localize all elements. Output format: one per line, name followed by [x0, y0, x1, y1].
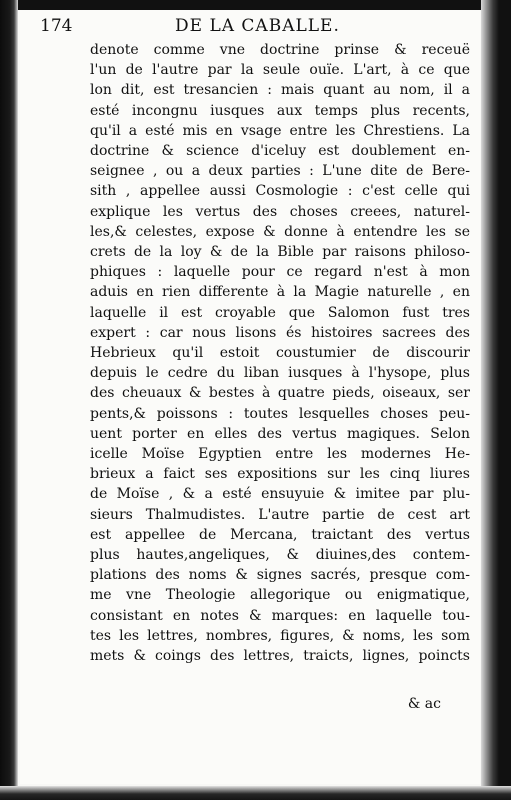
text-line: de Moïse , & a esté ensuyuie & imitee par plu-: [90, 486, 470, 503]
catchword: & ac: [407, 696, 441, 712]
text-line: tes les lettres, nombres, figures, & noms, les som: [90, 627, 470, 644]
text-line: esté incongnu iusques aux temps plus recents,: [90, 102, 470, 119]
text-line: doctrine & science d'iceluy est doublement en-: [90, 143, 470, 160]
text-line: phiques : laquelle pour ce regard n'est à mon: [90, 264, 470, 281]
text-line: uent porter en elles des vertus magiques. Selon: [90, 425, 470, 442]
text-line: plus hautes,angeliques, & diuines,des contem-: [90, 547, 470, 564]
text-line: crets de la loy & de la Bible par raisons philoso-: [90, 244, 470, 261]
text-line: qu'il a esté mis en vsage entre les Chrestiens. La: [90, 122, 470, 139]
scan-border-bottom: [0, 786, 511, 800]
text-line: icelle Moïse Egyptien entre les modernes He-: [90, 446, 470, 463]
page-header: [40, 12, 460, 42]
text-line: aduis en rien differente à la Magie naturelle , en: [90, 284, 470, 301]
text-line: denote comme vne doctrine prinse & receuë: [90, 42, 470, 58]
text-line: explique les vertus des choses creees, naturel-: [90, 203, 470, 220]
text-line: mets & coings des lettres, traicts, lignes, poincts: [90, 648, 470, 665]
scan-border-left: [0, 0, 18, 800]
page-number: 174: [40, 16, 73, 36]
body-text: [90, 40, 470, 666]
text-line: sith , appellee aussi Cosmologie : c'est celle qui: [90, 183, 470, 200]
text-line: seignee , ou a deux parties : L'une dite de Bere-: [90, 163, 470, 180]
text-line: depuis le cedre du liban iusques à l'hysope, plus: [90, 365, 470, 382]
scan-border-top: [0, 0, 511, 10]
text-line: sieurs Thalmudistes. L'autre partie de cest art: [90, 506, 470, 523]
text-line: plations des noms & signes sacrés, presque com-: [90, 567, 470, 584]
text-line: est appellee de Mercana, traictant des vertus: [90, 526, 470, 543]
text-line: me vne Theologie allegorique ou enigmatique,: [90, 587, 470, 604]
running-title: DE LA CABALLE.: [175, 16, 340, 36]
text-line: brieux a faict ses expositions sur les cinq liures: [90, 466, 470, 483]
text-line: lon dit, est tresancien : mais quant au nom, il a: [90, 82, 470, 99]
scan-border-right: [481, 0, 511, 800]
text-line: pents,& poissons : toutes lesquelles choses peu-: [90, 405, 470, 422]
text-line: laquelle il est croyable que Salomon fust tres: [90, 304, 470, 321]
text-line: des cheuaux & bestes à quatre pieds, oiseaux, ser: [90, 385, 470, 402]
text-line: les,& celestes, expose & donne à entendre les se: [90, 223, 470, 240]
text-line: expert : car nous lisons és histoires sacrees des: [90, 324, 470, 341]
text-line: consistant en notes & marques: en laquelle tou-: [90, 607, 470, 624]
text-line: l'un de l'autre par la seule ouïe. L'art, à ce que: [90, 62, 470, 79]
text-line: Hebrieux qu'il estoit coustumier de discourir: [90, 345, 470, 362]
